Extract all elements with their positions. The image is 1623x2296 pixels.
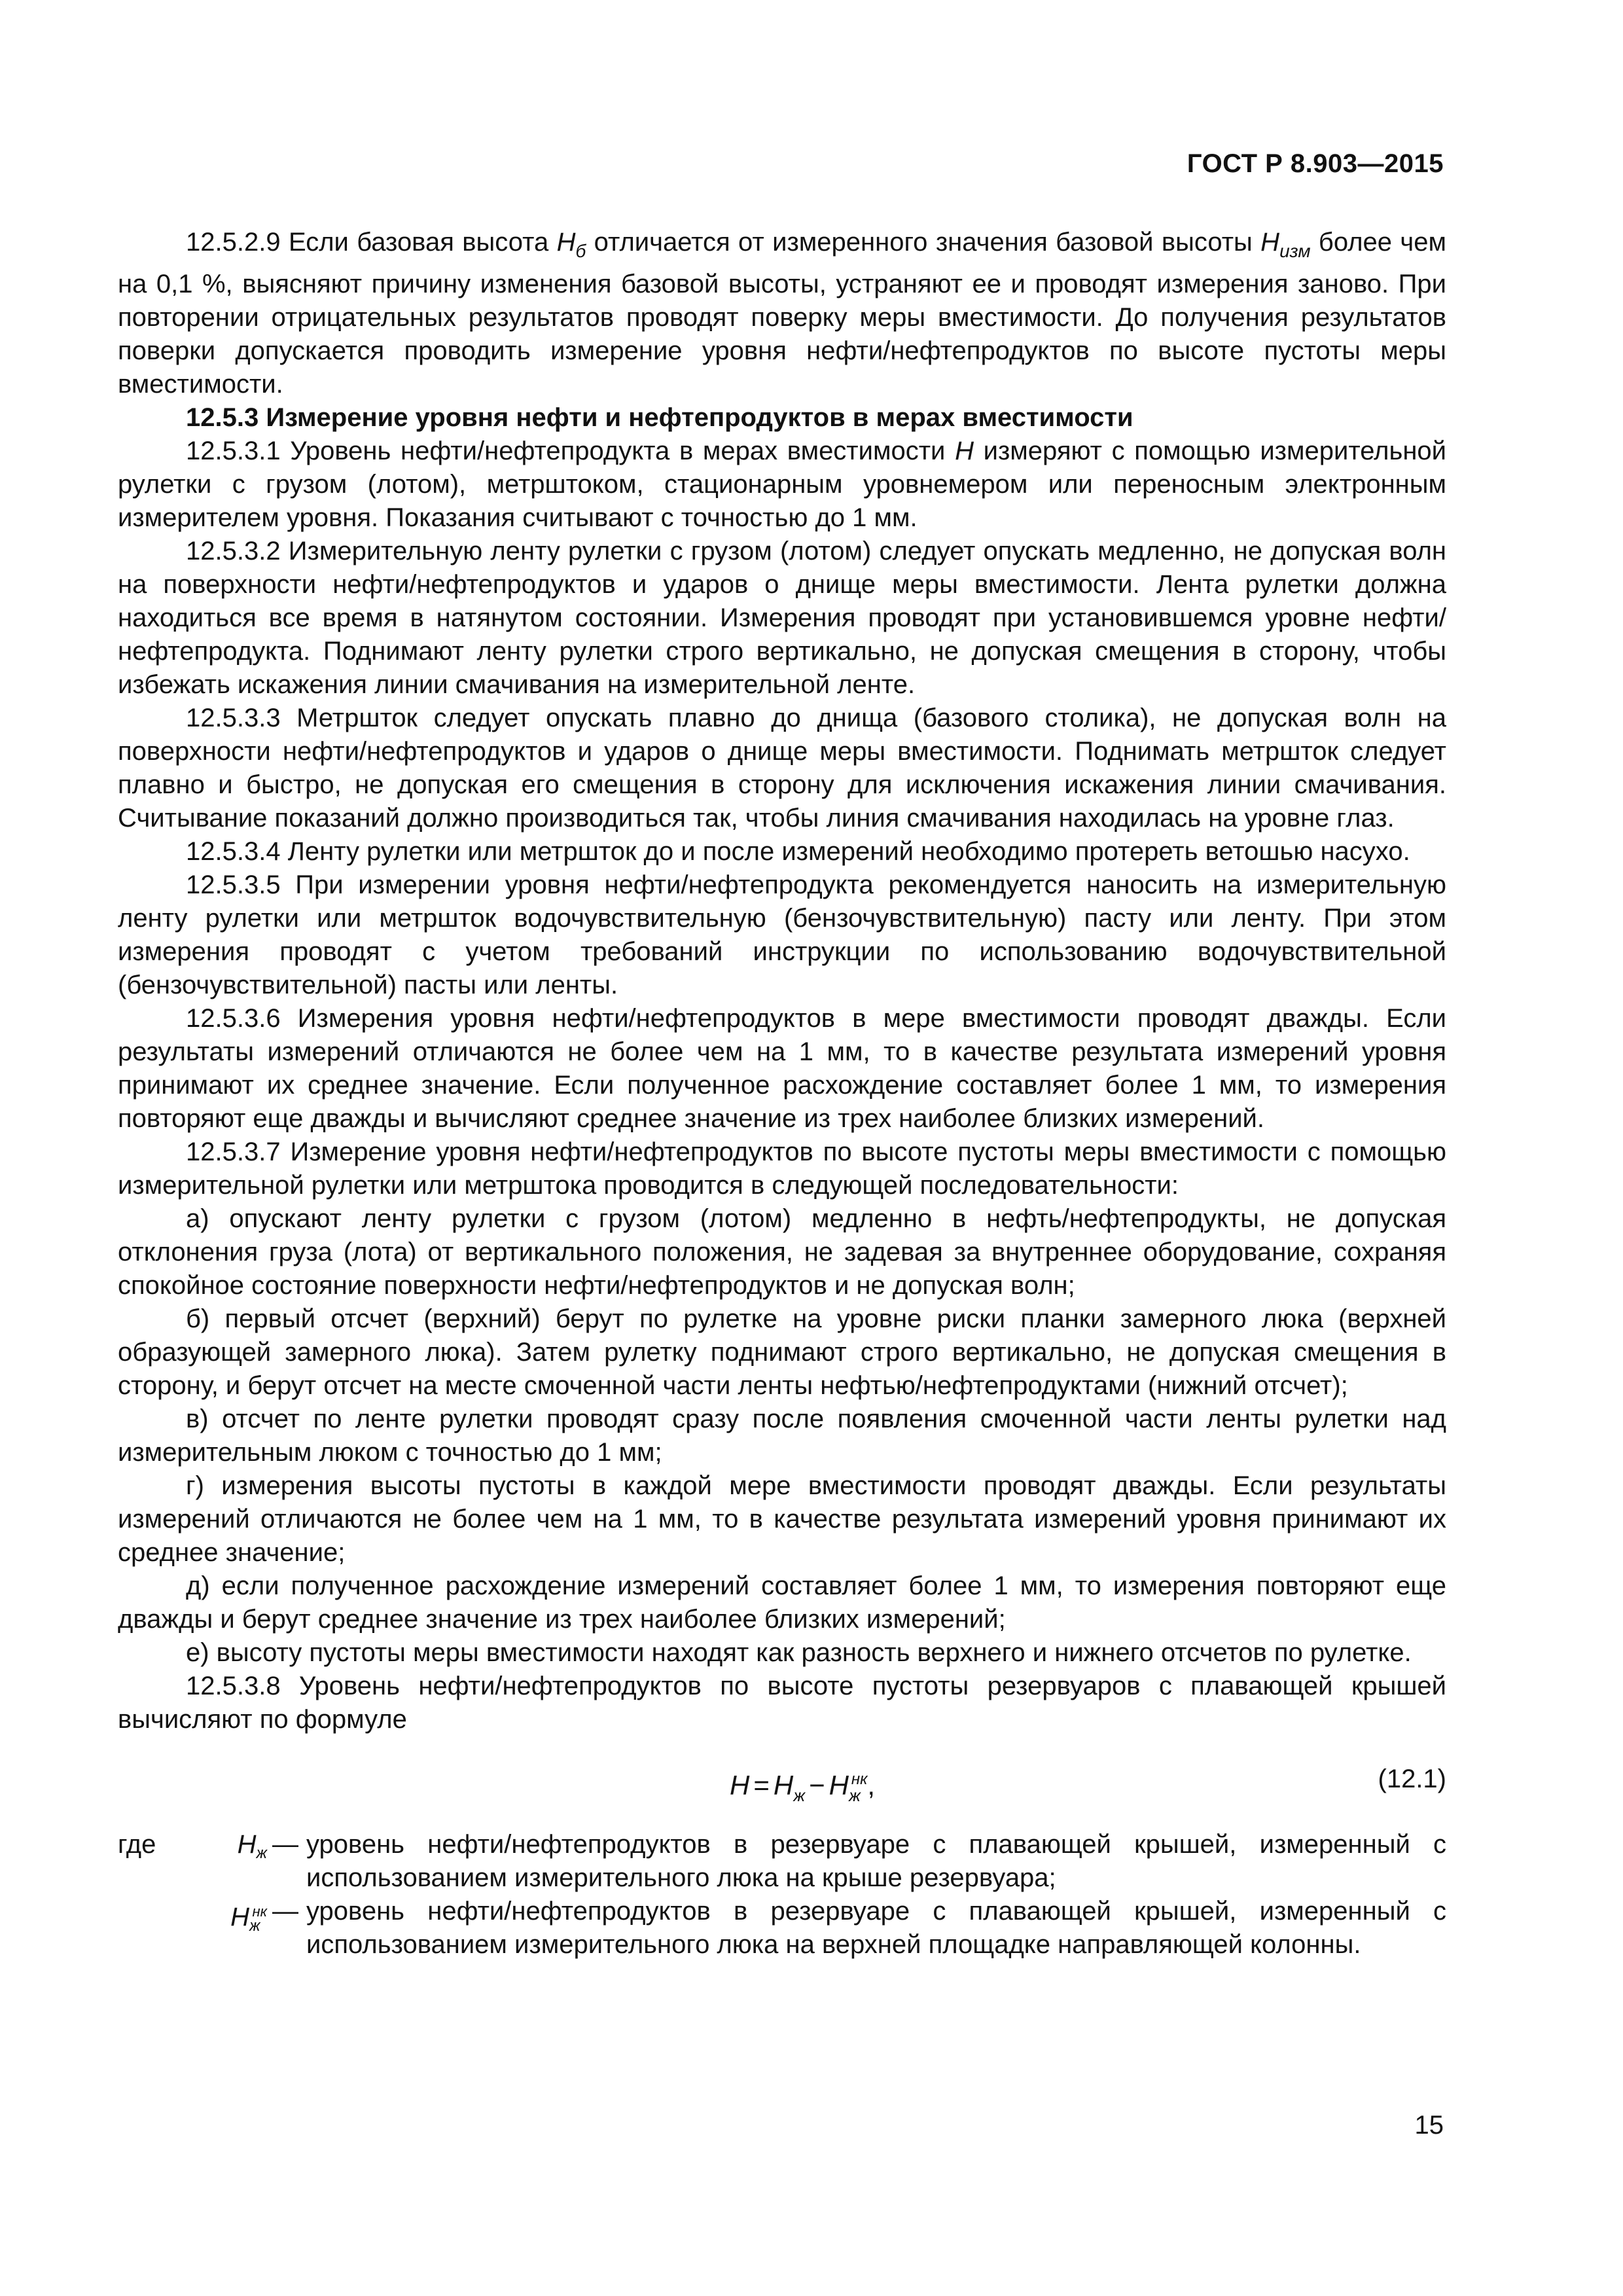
paragraph-12-5-3-8: 12.5.3.8 Уровень нефти/нефтепродуктов по высоте пустоты резервуаров с плавающей крышей вычисляют по формуле xyxy=(118,1672,1446,1734)
text-run: 12.5.2.9 Если базовая высота xyxy=(186,228,557,257)
formula-term-2: H xyxy=(829,1770,849,1801)
symbol-subscript: изм xyxy=(1279,241,1311,261)
section-heading-12-5-3: 12.5.3 Измерение уровня нефти и нефтепродуктов в мерах вместимости xyxy=(186,403,1133,432)
formula-12-1 xyxy=(118,1751,1446,1808)
definition-dash: — xyxy=(272,1830,298,1859)
text-run: отличается от измеренного значения базовой высоты xyxy=(586,228,1261,257)
formula-minus: − xyxy=(809,1770,825,1801)
symbol-h: H xyxy=(955,437,974,465)
formula-number: (12.1) xyxy=(1378,1765,1446,1793)
symbol-subscript: б xyxy=(575,241,586,261)
document-body xyxy=(118,226,1446,1962)
definition-text: уровень нефти/нефтепродуктов в резервуаре с плавающей крышей, измеренный с использованием измерительного люка на верхней площадке направляющей колонны. xyxy=(306,1897,1446,1959)
list-item-d: д) если полученное расхождение измерений составляет более 1 мм, то измерения повторяют еще дважды и берут среднее значение из трех наиболее близких измерений; xyxy=(118,1571,1446,1634)
formula-lhs: H xyxy=(730,1770,750,1801)
paragraph-12-5-3-2: 12.5.3.2 Измерительную ленту рулетки с грузом (лотом) следует опускать медленно, не допуская волн на поверхности нефти/нефтепродуктов и ударов о днище меры вместимости. Лента рулетки должна находиться все время в натянутом состоянии. Измерения проводят при установившемся уровне нефти/нефтепродукта. Поднимают ленту рулетки строго вертикально, не допуская смещения в сторону, чтобы избежать искажения линии смачивания на измерительной ленте. xyxy=(118,537,1446,699)
paragraph-12-5-3-1 xyxy=(118,435,1446,535)
definition-h-zh-nk xyxy=(118,1895,1446,1962)
paragraph-12-5-3-6: 12.5.3.6 Измерения уровня нефти/нефтепродуктов в мере вместимости проводят дважды. Если результаты измерений отличаются не более чем на 1 мм, то в качестве результата измерений уровня принимают их среднее значение. Если полученное расхождение составляет более 1 мм, то измерения повторяют еще дважды и вычисляют среднее значение из трех наиболее близких измерений. xyxy=(118,1004,1446,1133)
symbol-subscript: ж xyxy=(249,1917,260,1935)
definitions-list xyxy=(118,1828,1446,1962)
text-run: 12.5.3.1 Уровень нефти/нефтепродукта в мерах вместимости xyxy=(186,437,955,465)
document-code-header: ГОСТ Р 8.903—2015 xyxy=(1186,149,1444,178)
definition-symbol xyxy=(190,1828,272,1870)
paragraph-12-5-3-4: 12.5.3.4 Ленту рулетки или метршток до и после измерений необходимо протереть ветошью насухо. xyxy=(186,837,1410,866)
formula-term-1-subscript: ж xyxy=(793,1785,806,1805)
formula-term-1: H xyxy=(773,1770,794,1801)
paragraph-12-5-3-3: 12.5.3.3 Метршток следует опускать плавно до днища (базового столика), не допуская волн на поверхности нефти/нефтепродуктов и ударов о днище меры вместимости. Поднимать метршток следует плавно и быстро, не допуская его смещения в сторону для исключения искажения линии смачивания. Считывание показаний должно производиться так, чтобы линия смачивания находилась на уровне глаз. xyxy=(118,704,1446,833)
formula-term-2-superscript: нк xyxy=(851,1770,868,1788)
text-run: измеряют с помощью измерительной рулетки с грузом (лотом), метрштоком, стационарным уровнемером или переносным электронным измерителем уровня. Показания считывают с точностью до 1 мм. xyxy=(118,437,1447,532)
formula-comma: , xyxy=(867,1770,876,1801)
symbol-h-base xyxy=(556,228,586,261)
paragraph-12-5-2-9 xyxy=(118,226,1446,401)
symbol-letter: H xyxy=(237,1830,257,1859)
formula-expression xyxy=(730,1763,875,1812)
symbol-letter: H xyxy=(230,1903,249,1931)
text-run: более чем на 0,1 %, выясняют причину изменения базовой высоты, устраняют ее и проводят измерения заново. При повторении отрицательных результатов проводят поверку меры вместимости. До получения результатов поверки допускается проводить измерение уровня нефти/нефтепродуктов по высоте пустоты меры вместимости. xyxy=(118,228,1447,399)
symbol-subscript: ж xyxy=(256,1844,267,1862)
where-label: где xyxy=(118,1830,156,1859)
symbol-h-measured xyxy=(1260,228,1311,261)
page-number: 15 xyxy=(1414,2111,1444,2140)
list-item-b: б) первый отсчет (верхний) берут по рулетке на уровне риски планки замерного люка (верхней образующей замерного люка). Затем рулетку поднимают строго вертикально, не допуская смещения в сторону, и берут отсчет на месте смоченной части ленты нефтью/нефтепродуктами (нижний отсчет); xyxy=(118,1304,1446,1400)
formula-term-2-subscript: ж xyxy=(848,1785,861,1805)
paragraph-12-5-3-7: 12.5.3.7 Измерение уровня нефти/нефтепродуктов по высоте пустоты меры вместимости с помощью измерительной рулетки или метрштока проводится в следующей последовательности: xyxy=(118,1138,1446,1200)
definition-symbol xyxy=(190,1895,272,1943)
list-item-g: г) измерения высоты пустоты в каждой мере вместимости проводят дважды. Если результаты измерений отличаются не более чем на 1 мм, то в качестве результата измерений уровня принимают их среднее значение; xyxy=(118,1471,1446,1567)
definition-text: уровень нефти/нефтепродуктов в резервуаре с плавающей крышей, измеренный с использованием измерительного люка на крыше резервуара; xyxy=(306,1830,1446,1892)
symbol-letter: H xyxy=(556,228,576,257)
symbol-superscript: нк xyxy=(252,1903,267,1920)
paragraph-12-5-3-5: 12.5.3.5 При измерении уровня нефти/нефтепродукта рекомендуется наносить на измерительную ленту рулетки или метршток водочувствительную (бензочувствительную) пасту или ленту. При этом измерения проводят с учетом требований инструкции по использованию водочувствительной (бензочувствительной) пасты или ленты. xyxy=(118,870,1446,999)
formula-equals: = xyxy=(753,1770,770,1801)
definition-h-zh xyxy=(118,1828,1446,1895)
list-item-e: е) высоту пустоты меры вместимости находят как разность верхнего и нижнего отсчетов по рулетке. xyxy=(186,1638,1412,1667)
definition-dash: — xyxy=(272,1897,298,1926)
list-item-a: а) опускают ленту рулетки с грузом (лотом) медленно в нефть/нефтепродукты, не допуская отклонения груза (лота) от вертикального положения, не задевая за внутреннее оборудование, сохраняя спокойное состояние поверхности нефти/нефтепродуктов и не допуская волн; xyxy=(118,1204,1446,1300)
symbol-letter: H xyxy=(1260,228,1280,257)
list-item-v: в) отсчет по ленте рулетки проводят сразу после появления смоченной части ленты рулетки над измерительным люком с точностью до 1 мм; xyxy=(118,1405,1446,1467)
